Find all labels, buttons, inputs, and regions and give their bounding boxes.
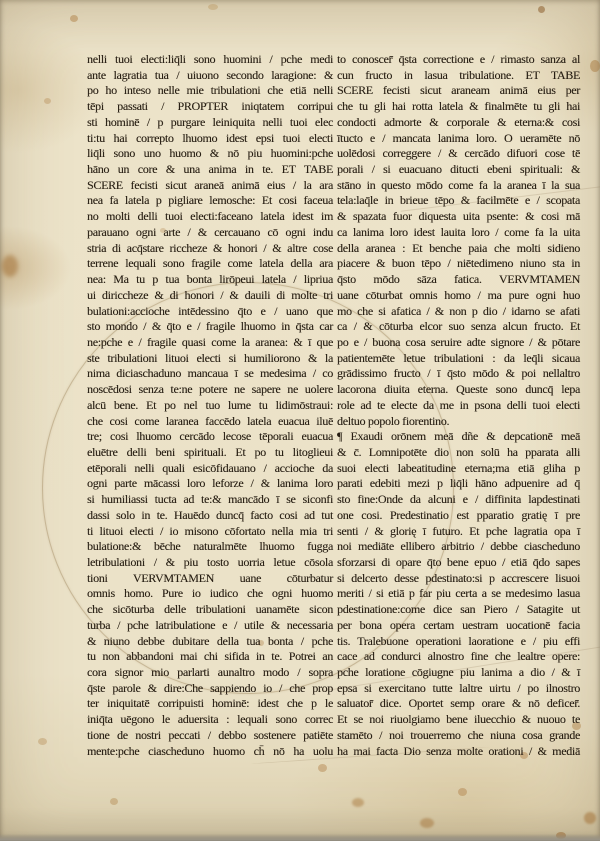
text-line: ne:pche e / fragile quasi come la aranea: & ī que [87,334,333,349]
text-line: cora signor mio parlarti aunaltro modo / sopra [87,665,333,680]
text-line: sti hominē / p purgare leiniquita nelli tuoi elec [87,114,333,129]
foxing-stain [38,738,47,745]
text-line: deltuo popolo fiorentino. [337,413,450,428]
text-line: della aranea : Et benche paia che molti sidieno [337,240,580,255]
text-line: noscēdosi senza te:ne potere ne sapere ne uolere [87,382,333,397]
text-line: senti / & glorię ī futuro. Et pche lagratia opa ī [337,523,580,538]
text-line: nima diciaschaduno mancaua ī se medesima / co [87,366,333,381]
text-line: condocti admorte & corporale & eterna:& cosi [337,114,580,129]
text-line: lacorona diuita eterna. Queste sono duncq̄ lepa [337,382,580,397]
text-line: role ad te electe da me in psona delli tuoi electi [337,397,580,412]
text-line: nea: Ma tu p tua bonta lirōpeui latela / lipriua [87,272,333,287]
text-line: pche loratione cōgiugne piu lanima a dio / & ī [337,665,580,680]
text-line: turba / pche latribulatione e / utile & necessaria [87,617,333,632]
text-line: tēpi passati / PROPTER iniqtatem corripui [87,99,333,114]
text-column-right [337,52,580,759]
text-line: che cosi come laranea faccēdo latela euacua iluē [87,413,333,428]
foxing-stain [420,818,434,828]
text-line: mente:pche ciascheduno huomo ch̄ nō ha uolu [87,743,333,758]
text-line: one cosi. Predestinatio est pparatio gratię ī pre [337,507,580,522]
text-line: & spazata fuor diquesta uita psente: & cosi mā [337,209,580,224]
foxing-stain [590,60,600,72]
text-line: SCERE fecisti sicut araneam animā eius per [337,83,580,98]
text-line: tu non abbandoni mai chi sifida in te. Potrei an [87,649,333,664]
foxing-stain [110,798,118,805]
foxing-stain [538,6,545,13]
text-line: stāno in questo mōdo come fa la aranea ī la sua [337,177,580,192]
text-line: terrene lequali sono fragile come latela della ara [87,256,333,271]
text-line: ter iniquitatē corripuisti hominē: idest che p le [87,696,333,711]
text-line: che tu gli hai rotta latela & finalmēte tu gli hai [337,99,580,114]
text-line: ītucto e / mancata lanima loro. O ueramēte nō [337,130,580,145]
text-line: ca / & cōturba elcor suo senza alcun fructo. Et [337,319,580,334]
foxing-stain [2,255,18,277]
text-line: ha mai facta Dio senza molte orationi / & mediā [337,743,580,758]
text-line: si humiliassi tucta ad te:& mancādo ī se siconfi [87,492,333,507]
text-line: liq̄li sono uno huomo & nō piu huomini:pche [87,146,333,161]
text-line: ui diriccheze & di honori / & dauili di molte tri [87,287,333,302]
text-line: iniq̄ta uēgono le aduersita : lequali sono correc [87,712,333,727]
text-line: mo che si afatica / & non p dio / idarno se afati [337,303,580,318]
text-line: porali / si euacuano ditucti ebeni spirituali: & [337,162,580,177]
text-line: stria di acq̄stare riccheze & honori / & altre cose [87,240,333,255]
text-line: to conoscer̄ q̄sta correctione e / rimasto sanza al [337,52,580,66]
text-line: parauano ogni arte / & cercauano cō ogni indu [87,224,333,239]
text-line: omnis homo. Pure io iudico che ogni huomo [87,586,333,601]
text-line: alcū bene. Et po nel tuo lume tu lidimōstraui: [87,397,333,412]
text-line: sforzarsi di opare q̄to bene epuo / etiā q̄do sapes [337,555,580,569]
foxing-stain [44,98,51,104]
text-line: suoi electi labeatitudine eterna;ma etiā gliha p [337,460,580,475]
text-line: hāno un core & una anima in te. ET TABE [87,162,333,177]
foxing-stain [584,812,596,824]
text-line: etēporali nelli quali esicōfidauano / accioche da [87,460,333,475]
text-line: noi mediāte ellibero arbitrio / debbe ciascheduno [337,539,580,554]
text-line: ti:tu hai correpto lhuomo idest epsi tuoi electi [87,130,333,145]
text-line: ogni parte mācassi loro leforze / & lanima loro [87,476,333,491]
text-line: ste tribulationi lituoi electi si humiliorono & la [87,350,333,365]
text-line: sto mondo / & q̄to e / fragile lhuomo in q̄sta car [87,319,333,334]
page-bottom-edge [0,834,600,841]
text-column-left [87,52,333,759]
text-line: ante lagratia tua / uiuono secondo laragione: & [87,67,333,82]
text-line: & c̄. Lomnipotēte dio non solū ha pparata alli [337,444,580,459]
text-line: patientemēte letue tribulationi : da leq̄li sicaua [337,350,580,365]
text-line: si delcerto desse pdestinato:si p accrescere lisuoi [337,570,580,585]
text-line: ti lituoi electi / io misono cōfortato nella mia tri [87,523,333,538]
text-line: tione de nostri peccati / debbo sostenere patiēte [87,727,333,742]
text-line: meriti / si etiā p far piu certa a se medesimo lasua [337,586,580,601]
text-line: letribulationi / & piu tosto uorria letue cōsola [87,555,333,569]
text-line: no molti delli tuoi electi:faceano latela idest im [87,209,333,224]
text-line: tela:laq̄le in brieue tēpo & facilmēte e / scopata [337,193,580,208]
foxing-stain [352,798,364,807]
text-line: pdestinatione:come dice san Piero / Satagite ut [337,602,580,617]
text-line: uolēdosi correggere / & cercādo difuori cose tē [337,146,580,161]
text-line: stamēto / noi trouerremo che niuna cosa grande [337,727,580,742]
text-line: dassi solo in te. Hauēdo duncq̄ facto cosi ad tut [87,507,333,522]
text-line: piacere & buon tēpo / niētedimeno niuno sta in [337,256,580,271]
foxing-stain [70,15,78,22]
text-line: po ho inteso nelle mie tribulationi che etiā nelli [87,83,333,98]
text-line: nelli tuoi electi:liq̄li sono huomini / pche medi [87,52,333,66]
text-line: q̄ste parole & dire:Che sappiendo io / che prop [87,680,333,695]
text-line: epsa si exercitano tutte laltre uirtu / po ilnostro [337,680,580,695]
text-line: sto fine:Onde da alcuni e / diffinita lapdestinati [337,492,580,507]
foxing-stain [458,788,467,796]
text-line: po e / buona cosa seruire adte signore / & pōtare [337,334,580,349]
foxing-stain [318,764,327,772]
text-line: saluator̄ dice. Oportet semp orare & nō deficer̄. [337,696,580,711]
text-line: parati edebiti mezi p liq̄li hāno adpuenire ad q̄ [337,476,580,491]
text-line: & niuno debbe dubitare della tua bonta / pche [87,633,333,648]
text-line: eluētre delli beni spirituali. Et po tu litoglieui [87,444,333,459]
text-line: tis. Tralebuone operationi laoratione e / piu effi [337,633,580,648]
text-line: bulatione:& bēche naturalmēte lhuomo fugga [87,539,333,554]
text-line: tre; cosi lhuomo cercādo lecose tēporali euacua [87,429,333,444]
text-line: ¶ Exaudi orōnem meā dñe & depcationē meā [337,429,580,444]
text-line: bulationi:accioche intēdessino q̄to e / uano que [87,303,333,318]
text-line: uane cōturbat omnis homo / ma pure ogni huo [337,287,580,302]
text-line: tioni VERVMTAMEN uane cōturbatur [87,570,333,585]
text-line: ca lanima loro idest lauita loro / come fa la uita [337,224,580,239]
text-line: che sicōturba delle tribulationi uanamēte sicon [87,602,333,617]
text-line: nea fa latela p pigliare lemosche: Et cosi faceua [87,193,333,208]
text-line: SCERE fecisti sicut araneā animā eius / la ara [87,177,333,192]
text-line: grādissimo fructo / ī q̄sto mōdo & poi nellaltro [337,366,580,381]
text-line: cun fructo in lasua tribulatione. ET TABE [337,67,580,82]
text-line: Et se noi riuolgiamo bene iluecchio & nuouo te [337,712,580,727]
text-line: q̄sto mōdo sāza fatica. VERVMTAMEN [337,272,580,287]
text-line: per bona opera certam uestram uocationē facia [337,617,580,632]
foxing-stain [208,4,218,10]
text-line: cace ad condurci alnostro fine che lealtre opere: [337,649,580,664]
